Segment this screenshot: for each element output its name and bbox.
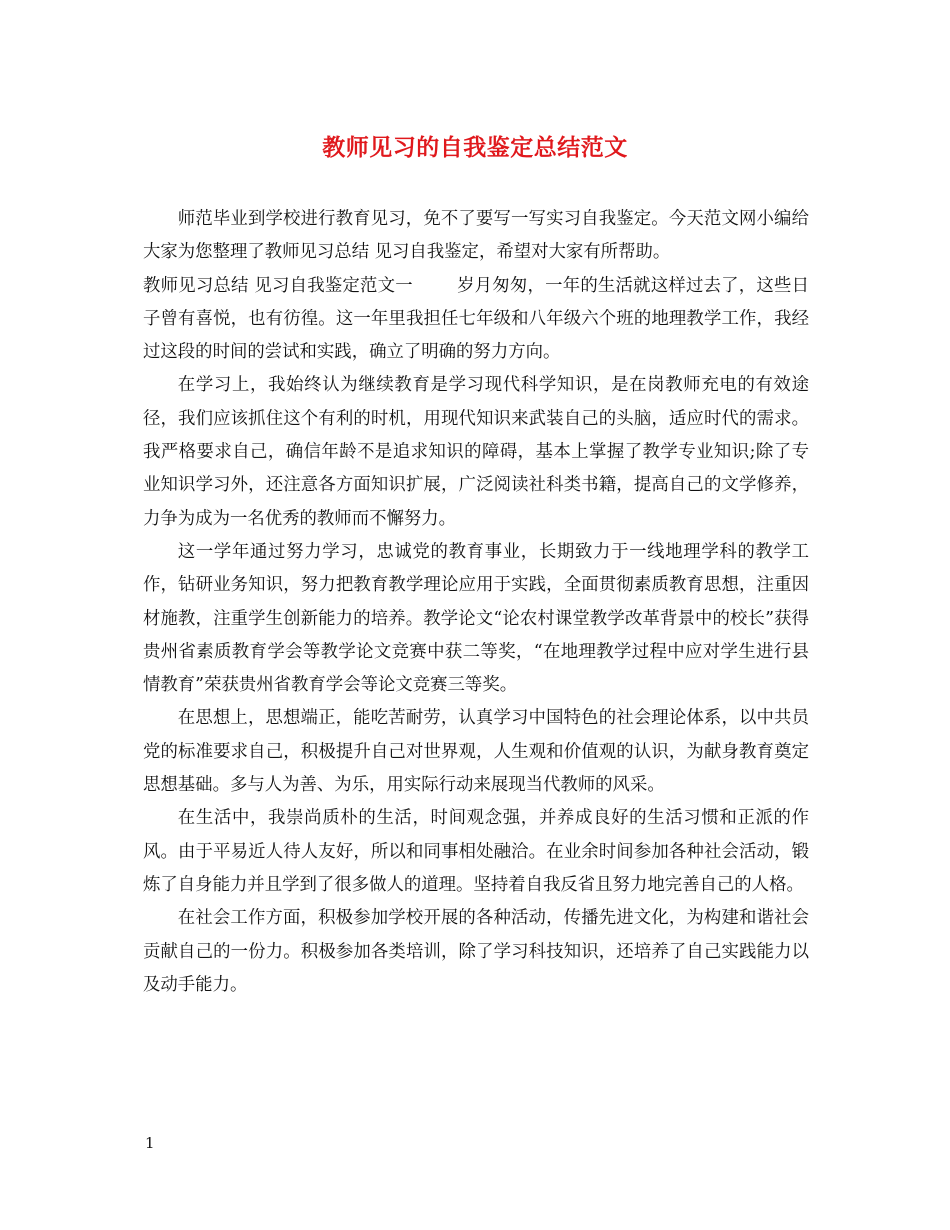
paragraph-section-one — [143, 270, 809, 370]
paragraph-social-work: 在社会工作方面，积极参加学校开展的各种活动，传播先进文化，为构建和谐社会贡献自己的一份力。积极参加各类培训，除了学习科技知识，还培养了自己实践能力以及动手能力。 — [143, 908, 809, 995]
paragraph-teaching: 这一学年通过努力学习，忠诚党的教育事业，长期致力于一线地理学科的教学工作，钻研业务知识，努力把教育教学理论应用于实践，全面贯彻素质教育思想，注重因材施教，注重学生创新能力的培养。教学论文“论农村课堂教学改革背景中的校长”获得贵州省素质教育学会等教学论文竞赛中获二等奖，“在地理教学过程中应对学生进行县情教育”荣获贵州省教育学会等论文竞赛三等奖。 — [143, 541, 809, 696]
paragraph-study: 在学习上，我始终认为继续教育是学习现代科学知识，是在岗教师充电的有效途径，我们应该抓住这个有利的时机，用现代知识来武装自己的头脑，适应时代的需求。我严格要求自己，确信年龄不是追求知识的障碍，基本上掌握了教学专业知识;除了专业知识学习外，还注意各方面知识扩展，广泛阅读社科类书籍，提高自己的文学修养，力争为成为一名优秀的教师而不懈努力。 — [143, 375, 809, 529]
paragraph-thought: 在思想上，思想端正，能吃苦耐劳，认真学习中国特色的社会理论体系，以中共员党的标准要求自己，积极提升自己对世界观，人生观和价值观的认识，为献身教育奠定思想基础。多与人为善、为乐，用实际行动来展现当代教师的风采。 — [143, 708, 809, 796]
paragraph-life: 在生活中，我崇尚质朴的生活，时间观念强，并养成良好的生活习惯和正派的作风。由于平易近人待人友好，所以和同事相处融洽。在业余时间参加各种社会活动，锻炼了自身能力并且学到了很多做人的道理。坚持着自我反省且努力地完善自己的人格。 — [143, 808, 809, 895]
document-title: 教师见习的自我鉴定总结范文 — [322, 134, 628, 161]
document-body — [143, 203, 809, 1002]
page-number: 1 — [145, 1134, 155, 1152]
section-text: 岁月匆匆，一年的生活就这样过去了，这些日子曾有喜悦，也有彷徨。这一年里我担任七年级和八年级六个班的地理教学工作，我经过这段的时间的尝试和实践，确立了明确的努力方向。 — [143, 275, 809, 363]
paragraph-intro: 师范毕业到学校进行教育见习，免不了要写一写实习自我鉴定。今天范文网小编给大家为您整理了教师见习总结 见习自我鉴定，希望对大家有所帮助。 — [143, 209, 809, 263]
section-heading: 教师见习总结 见习自我鉴定范文一 — [143, 275, 413, 296]
